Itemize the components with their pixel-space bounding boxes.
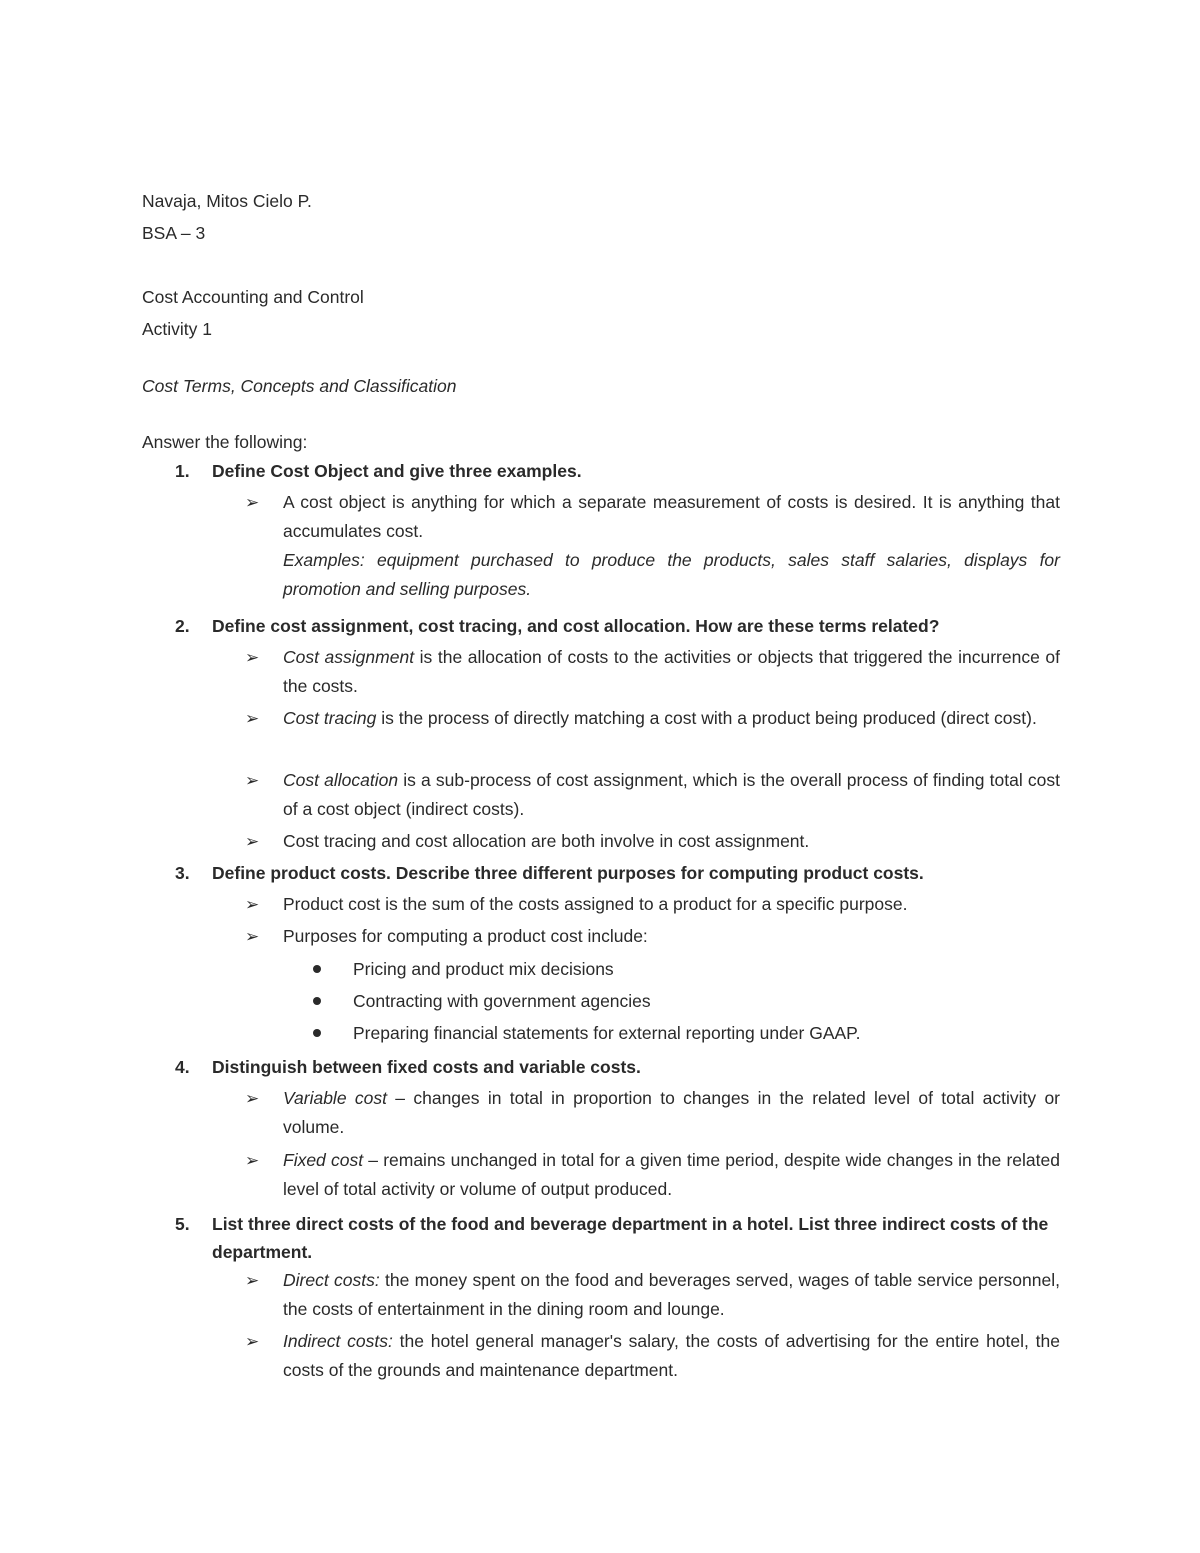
answer-text: Product cost is the sum of the costs assigned to a product for a specific purpose. bbox=[283, 894, 908, 914]
term-lead: Indirect costs: bbox=[283, 1331, 393, 1351]
arrow-bullet-icon: ➢ bbox=[245, 1089, 260, 1108]
term-lead: Cost assignment bbox=[283, 647, 415, 667]
answer-text: – changes in total in proportion to changes in the related level of total activity or volume. bbox=[283, 1088, 1061, 1137]
question-4 bbox=[175, 1056, 1060, 1078]
arrow-bullet-icon: ➢ bbox=[245, 927, 260, 946]
question-2 bbox=[175, 615, 1060, 637]
answer-text: the money spent on the food and beverages served, wages of table service personnel, the costs of entertainment in the dining room and lounge. bbox=[283, 1270, 1060, 1319]
topic-title: Cost Terms, Concepts and Classification bbox=[142, 376, 457, 396]
activity-title: Activity 1 bbox=[142, 319, 213, 339]
question-text: Define Cost Object and give three examples. bbox=[212, 461, 582, 481]
answer-text: Cost tracing and cost allocation are both involve in cost assignment. bbox=[283, 831, 810, 851]
question-text: Define product costs. Describe three different purposes for computing product costs. bbox=[212, 863, 924, 883]
purpose-text: Pricing and product mix decisions bbox=[353, 959, 614, 979]
answer-item bbox=[245, 643, 1060, 701]
purpose-text: Contracting with government agencies bbox=[353, 991, 651, 1011]
arrow-bullet-icon: ➢ bbox=[245, 648, 260, 667]
examples-text: Examples: equipment purchased to produce the products, sales staff salaries, displays for promotion and selling purposes. bbox=[283, 550, 1060, 599]
question-number: 2. bbox=[175, 616, 190, 636]
purpose-list-item bbox=[313, 1022, 860, 1044]
course-title: Cost Accounting and Control bbox=[142, 287, 364, 307]
arrow-bullet-icon: ➢ bbox=[245, 1332, 260, 1351]
question-text: Distinguish between fixed costs and variable costs. bbox=[212, 1057, 641, 1077]
answer-item bbox=[245, 1084, 1060, 1142]
arrow-bullet-icon: ➢ bbox=[245, 709, 260, 728]
question-5 bbox=[175, 1210, 1060, 1266]
term-lead: Cost tracing bbox=[283, 708, 377, 728]
question-number: 1. bbox=[175, 461, 190, 481]
arrow-bullet-icon: ➢ bbox=[245, 832, 260, 851]
student-name: Navaja, Mitos Cielo P. bbox=[142, 191, 312, 211]
answer-item bbox=[245, 766, 1060, 824]
answer-text: Purposes for computing a product cost include: bbox=[283, 926, 648, 946]
question-3 bbox=[175, 862, 1060, 884]
arrow-bullet-icon: ➢ bbox=[245, 493, 260, 512]
purpose-text: Preparing financial statements for external reporting under GAAP. bbox=[353, 1023, 861, 1043]
instruction-text: Answer the following: bbox=[142, 432, 308, 452]
answer-text: – remains unchanged in total for a given time period, despite wide changes in the related level of total activity or volume of output produced. bbox=[283, 1150, 1060, 1199]
student-section: BSA – 3 bbox=[142, 223, 206, 243]
term-lead: Fixed cost bbox=[283, 1150, 364, 1170]
term-lead: Cost allocation bbox=[283, 770, 399, 790]
answer-text: the hotel general manager's salary, the costs of advertising for the entire hotel, the costs of the grounds and maintenance department. bbox=[283, 1331, 1060, 1380]
answer-text: is the allocation of costs to the activities or objects that triggered the incurrence of the costs. bbox=[283, 647, 1060, 696]
question-text: Define cost assignment, cost tracing, and cost allocation. How are these terms related? bbox=[212, 616, 940, 636]
question-number: 3. bbox=[175, 863, 190, 883]
arrow-bullet-icon: ➢ bbox=[245, 1151, 260, 1170]
answer-text: A cost object is anything for which a separate measurement of costs is desired. It is anything that accumulates cost. bbox=[283, 492, 1060, 541]
answer-item bbox=[245, 488, 1060, 604]
purpose-list-item bbox=[313, 990, 651, 1012]
answer-item bbox=[245, 922, 1060, 951]
answer-item bbox=[245, 890, 1060, 919]
answer-text: is a sub-process of cost assignment, which is the overall process of finding total cost of a cost object (indirect costs). bbox=[283, 770, 1060, 819]
answer-item bbox=[245, 704, 1060, 733]
question-1 bbox=[175, 460, 1060, 482]
term-lead: Variable cost bbox=[283, 1088, 387, 1108]
answer-item bbox=[245, 1146, 1060, 1204]
arrow-bullet-icon: ➢ bbox=[245, 1271, 260, 1290]
answer-item bbox=[245, 1327, 1060, 1385]
answer-item bbox=[245, 1266, 1060, 1324]
bullet-dot-icon bbox=[313, 965, 321, 973]
purpose-list-item bbox=[313, 958, 614, 980]
bullet-dot-icon bbox=[313, 1029, 321, 1037]
arrow-bullet-icon: ➢ bbox=[245, 771, 260, 790]
question-number: 4. bbox=[175, 1057, 190, 1077]
question-number: 5. bbox=[175, 1214, 190, 1234]
bullet-dot-icon bbox=[313, 997, 321, 1005]
answer-text: is the process of directly matching a cost with a product being produced (direct cost). bbox=[376, 708, 1037, 728]
term-lead: Direct costs: bbox=[283, 1270, 380, 1290]
arrow-bullet-icon: ➢ bbox=[245, 895, 260, 914]
answer-item bbox=[245, 827, 1060, 856]
question-text: List three direct costs of the food and beverage department in a hotel. List three indirect costs of the department. bbox=[212, 1214, 1049, 1262]
